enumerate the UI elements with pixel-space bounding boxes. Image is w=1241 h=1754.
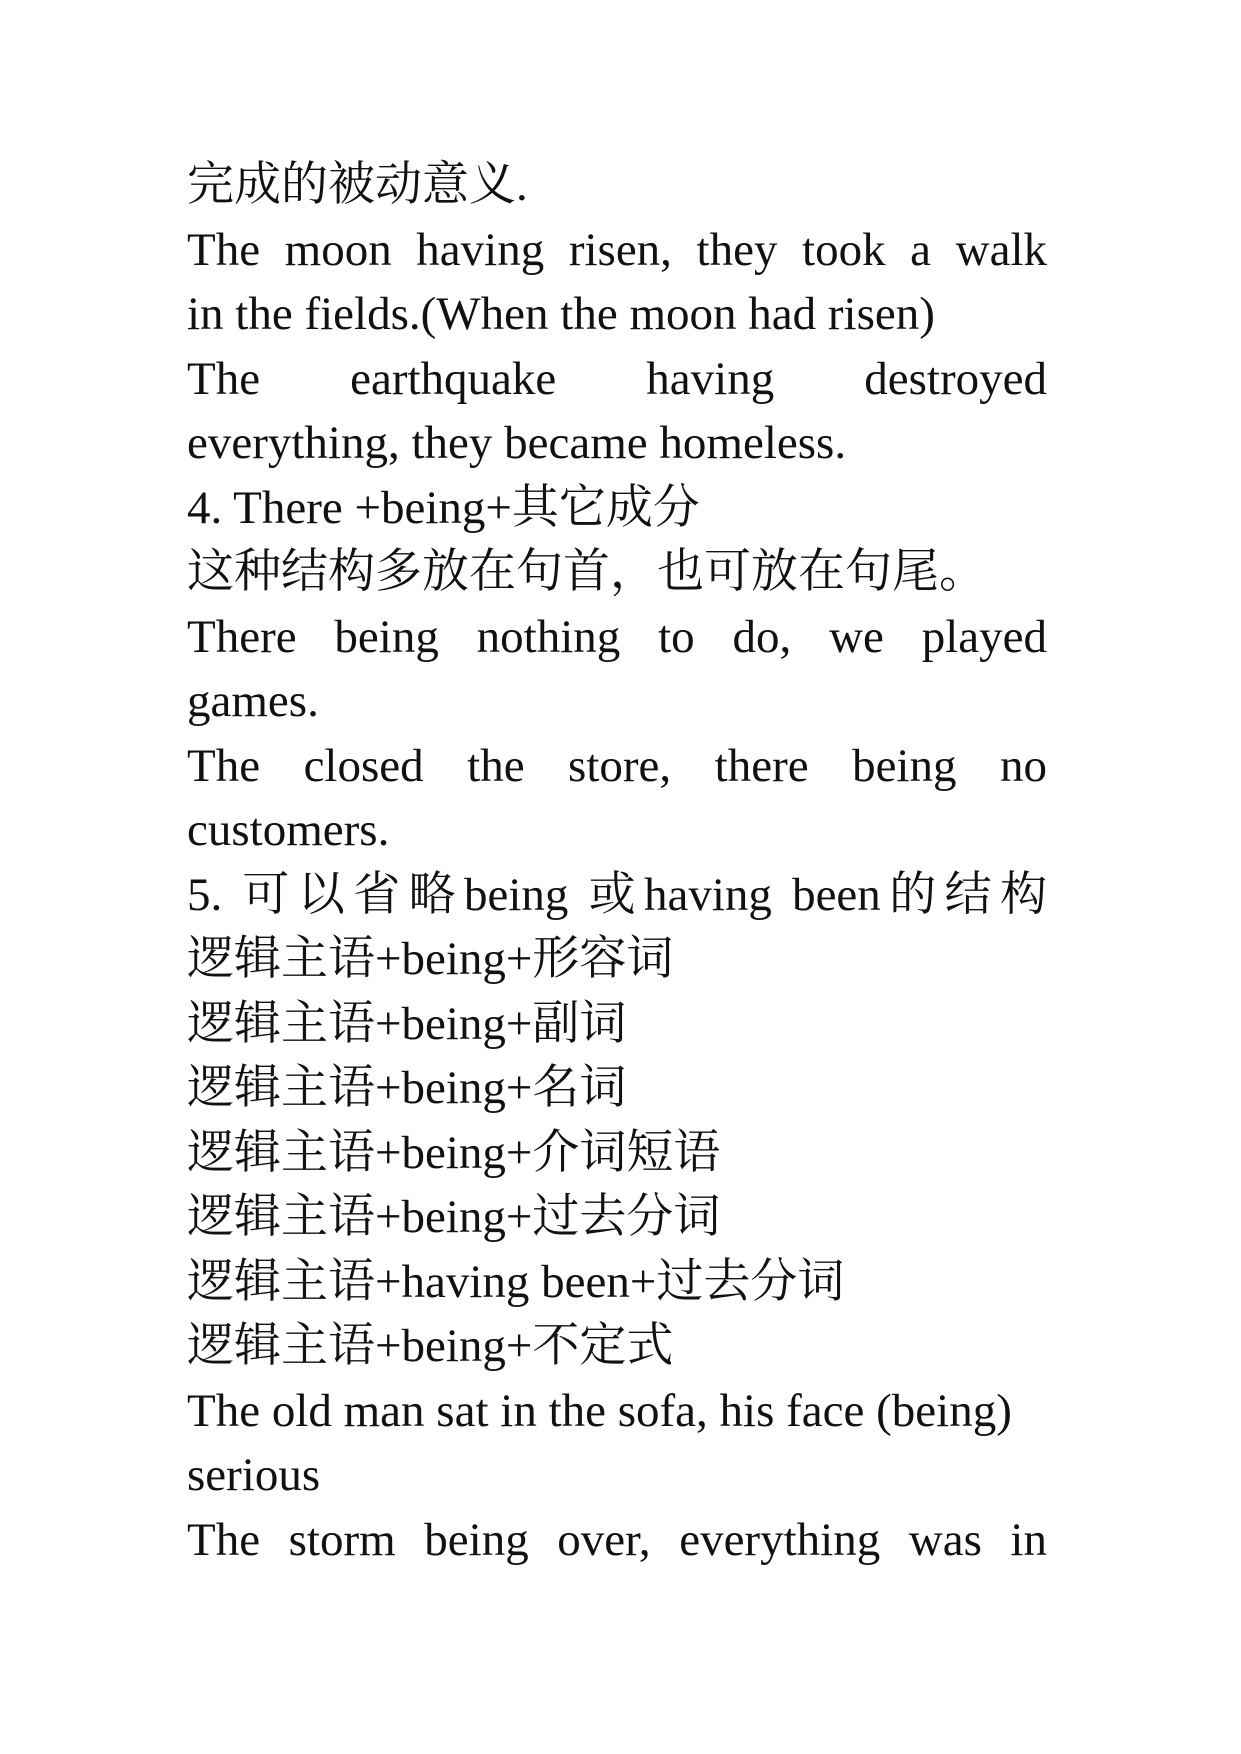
text-line: 完成的被动意义. <box>187 159 528 211</box>
text-line: 这种结构多放在句首，也可放在句尾。 <box>187 546 986 598</box>
text-line: 逻辑主语+being+名词 <box>187 1062 627 1114</box>
text-line: 逻辑主语+being+形容词 <box>187 933 674 985</box>
text-line: customers. <box>187 804 390 856</box>
section-heading: 5. 可以省略being 或having been的结构 <box>187 868 1047 921</box>
text-line: There being nothing to do, we played <box>187 610 1047 663</box>
text-line: The moon having risen, they took a walk <box>187 223 1047 276</box>
text-line: 逻辑主语+being+过去分词 <box>187 1191 721 1243</box>
text-line: games. <box>187 675 319 727</box>
text-line: everything, they became homeless. <box>187 417 847 469</box>
text-line: 逻辑主语+being+副词 <box>187 997 627 1050</box>
text-line: 逻辑主语+being+不定式 <box>187 1320 674 1372</box>
text-line: 逻辑主语+being+介词短语 <box>187 1126 721 1179</box>
text-line: The storm being over, everything was in <box>187 1513 1047 1566</box>
text-line: 逻辑主语+having been+过去分词 <box>187 1255 845 1308</box>
text-line: serious <box>187 1449 321 1501</box>
document-body <box>187 153 1047 1572</box>
text-line: in the fields.(When the moon had risen) <box>187 288 935 340</box>
text-line: The earthquake having destroyed <box>187 352 1047 405</box>
text-line: The closed the store, there being no <box>187 739 1047 792</box>
text-line: The old man sat in the sofa, his face (being) <box>187 1384 1012 1437</box>
section-heading: 4. There +being+其它成分 <box>187 481 700 534</box>
